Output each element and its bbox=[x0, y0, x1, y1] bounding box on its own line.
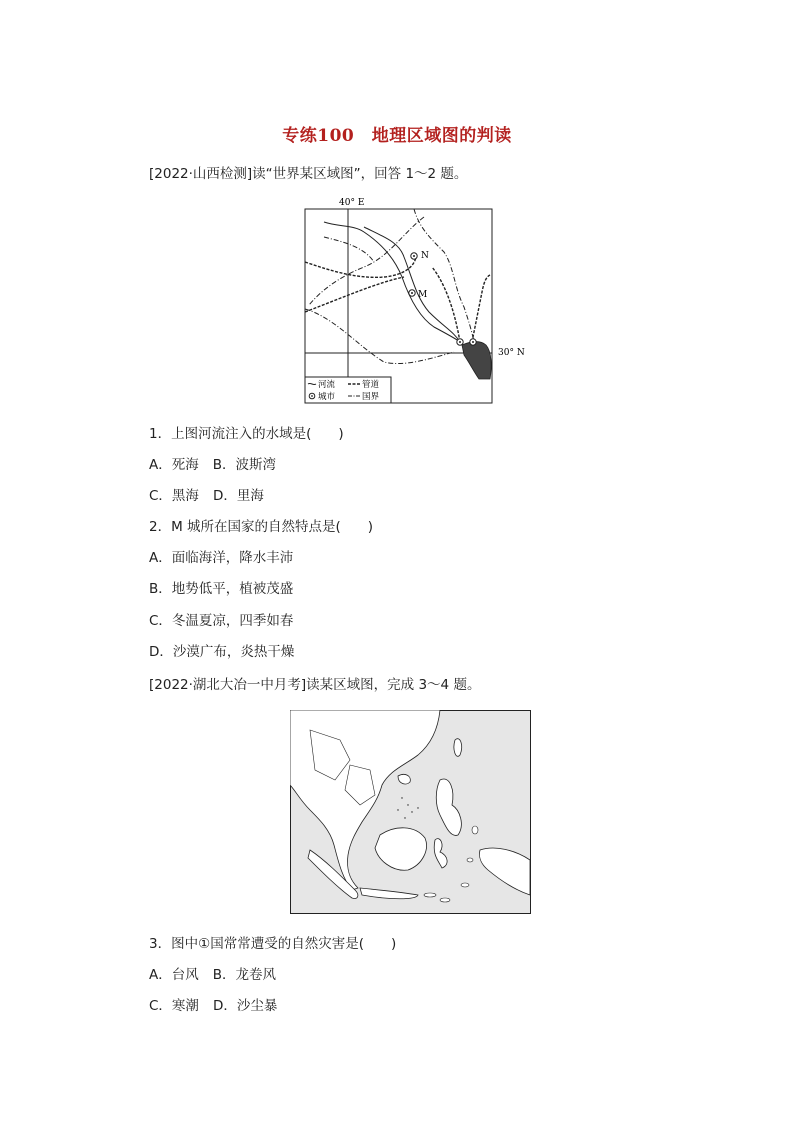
q1-option-d: D．里海 bbox=[212, 488, 264, 504]
q2-option-b: B．地势低平，植被茂盛 bbox=[149, 581, 294, 597]
lat-label: 30° N bbox=[498, 348, 525, 358]
q1-option-c: C．黑海 bbox=[149, 488, 199, 504]
question-3-stem: 3．图中①国常常遭受的自然灾害是( ) bbox=[149, 936, 397, 952]
q1-option-a: A．死海 bbox=[149, 457, 199, 473]
intro-2: [2022·湖北大冶一中月考]读某区域图，完成 3～4 题。 bbox=[149, 677, 481, 693]
q1-option-b: B．波斯湾 bbox=[212, 457, 277, 473]
q2-option-c: C．冬温夏凉，四季如春 bbox=[149, 613, 294, 629]
map-world-region bbox=[304, 197, 526, 405]
lon-label: 40° E bbox=[339, 198, 365, 208]
question-1-options-row1 bbox=[149, 456, 276, 474]
page-title: 专练100 地理区域图的判读 bbox=[282, 126, 512, 146]
q3-option-c: C．寒潮 bbox=[149, 998, 199, 1014]
q3-option-a: A．台风 bbox=[149, 967, 199, 983]
legend-pipeline: 管道 bbox=[362, 380, 380, 390]
question-1-stem: 1．上图河流注入的水域是( ) bbox=[149, 426, 344, 442]
city-gulf-1 bbox=[457, 339, 463, 345]
island-taiwan bbox=[454, 739, 462, 757]
city-n-marker bbox=[411, 253, 417, 259]
question-2-stem: 2．M 城所在国家的自然特点是( ) bbox=[149, 519, 374, 535]
city-n-label: N bbox=[421, 251, 429, 261]
question-3-options-row1 bbox=[149, 966, 276, 984]
q3-option-d: D．沙尘暴 bbox=[212, 998, 278, 1014]
legend-river: 河流 bbox=[318, 380, 336, 390]
map-southeast-asia bbox=[290, 710, 531, 914]
q2-option-d: D．沙漠广布，炎热干燥 bbox=[149, 644, 295, 660]
q3-option-b: B．龙卷风 bbox=[212, 967, 277, 983]
intro-1: [2022·山西检测]读“世界某区域图”，回答 1～2 题。 bbox=[149, 166, 468, 182]
city-m-label: M bbox=[418, 290, 428, 300]
q2-option-a: A．面临海洋，降水丰沛 bbox=[149, 550, 294, 566]
question-1-options-row2 bbox=[149, 487, 264, 505]
question-3-options-row2 bbox=[149, 997, 277, 1015]
legend-border: 国界 bbox=[362, 392, 380, 402]
legend-city: 城市 bbox=[318, 392, 336, 402]
city-gulf-2 bbox=[470, 339, 476, 345]
city-m-marker bbox=[409, 290, 415, 296]
